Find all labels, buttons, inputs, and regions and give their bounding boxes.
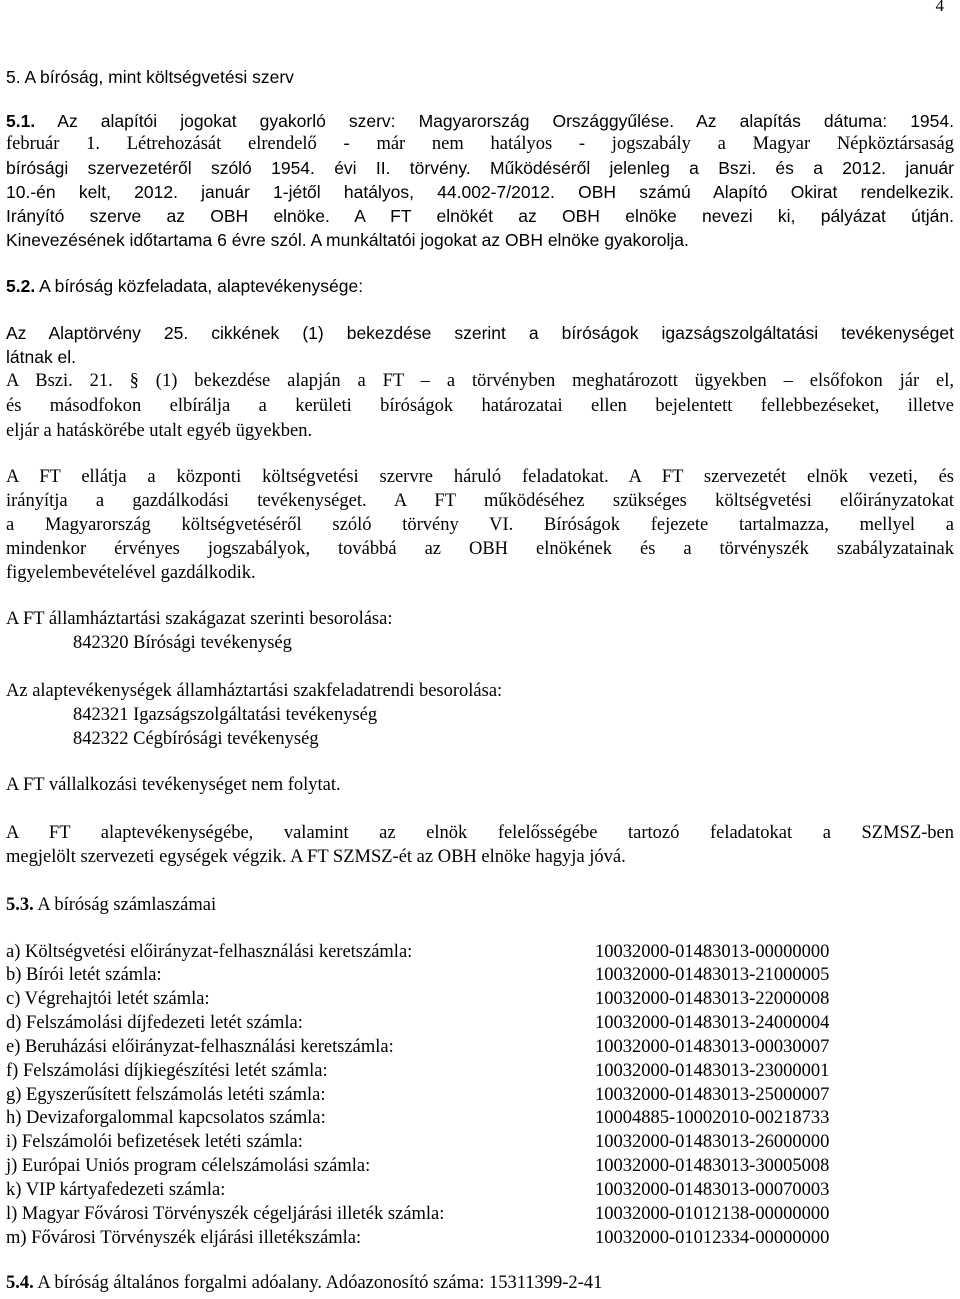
section-5-1-line-3: bírósági szervezetéről szóló 1954. évi II. törvény. Működéséről jelenleg a Bszi. és a 2012. január [6, 158, 954, 178]
account-row: l) Magyar Fővárosi Törvényszék cégeljárási illeték számla: 10032000-01012138-00000000 [6, 1204, 830, 1224]
account-row: d) Felszámolási díjfedezeti letét számla: 10032000-01483013-24000004 [6, 1013, 830, 1033]
paragraph-line: megjelölt szervezeti egységek végzik. A FT SZMSZ-ét az OBH elnöke hagyja jóvá. [6, 847, 626, 867]
section-5-3-title: 5.3. A bíróság számlaszámai [6, 895, 217, 915]
classification-label: A FT államháztartási szakágazat szerinti besorolása: [6, 609, 393, 629]
account-row: a) Költségvetési előirányzat-felhasználási keretszámla: 10032000-01483013-00000000 [6, 942, 830, 962]
classification-item: 842320 Bírósági tevékenység [73, 633, 292, 653]
account-row: e) Beruházási előirányzat-felhasználási keretszámla: 10032000-01483013-00030007 [6, 1037, 830, 1057]
paragraph-line: A FT ellátja a központi költségvetési szervre háruló feladatokat. A FT szervezetét elnök vezeti, és [6, 467, 954, 487]
paragraph-line: eljár a hatáskörébe utalt egyéb ügyekben. [6, 421, 313, 441]
section-number: 5.3. [6, 895, 34, 915]
paragraph-line: Az Alaptörvény 25. cikkének (1) bekezdése szerint a bíróságok igazságszolgáltatási tevékenységet [6, 323, 954, 343]
section-5-1-line-5: Irányító szerve az OBH elnöke. A FT elnökét az OBH elnöke nevezi ki, pályázat útján. [6, 206, 954, 226]
section-5-1-line-6: Kinevezésének időtartama 6 évre szól. A munkáltatói jogokat az OBH elnöke gyakorolja. [6, 230, 689, 250]
classification-item: 842322 Cégbírósági tevékenység [73, 729, 319, 749]
section-5-2-title: 5.2. A bíróság közfeladata, alaptevékenysége: [6, 276, 364, 296]
section-heading: 5. A bíróság, mint költségvetési szerv [6, 67, 294, 87]
paragraph-line: és másodfokon elbírálja a kerületi bíróságok határozatai ellen bejelentett fellebbezéseket, illetve [6, 396, 954, 416]
classification-item: 842321 Igazságszolgáltatási tevékenység [73, 705, 378, 725]
section-number: 5.4. [6, 1273, 34, 1293]
paragraph-line: irányítja a gazdálkodási tevékenységet. A FT működéséhez szükséges költségvetési előirányzatokat [6, 491, 954, 511]
account-row: m) Fővárosi Törvényszék eljárási illetékszámla: 10032000-01012334-00000000 [6, 1228, 830, 1248]
account-row: f) Felszámolási díjkiegészítési letét számla: 10032000-01483013-23000001 [6, 1061, 830, 1081]
account-row: g) Egyszerűsített felszámolás letéti számla: 10032000-01483013-25000007 [6, 1085, 830, 1105]
account-row: c) Végrehajtói letét számla: 10032000-01483013-22000008 [6, 989, 830, 1009]
classification-label: Az alaptevékenységek államháztartási szakfeladatrendi besorolása: [6, 681, 503, 701]
account-row: k) VIP kártyafedezeti számla: 10032000-01483013-00070003 [6, 1180, 830, 1200]
account-row: b) Bírói letét számla: 10032000-01483013-21000005 [6, 965, 830, 985]
page-number: 4 [935, 0, 944, 15]
section-5-4-line: 5.4. A bíróság általános forgalmi adóalany. Adóazonosító száma: 15311399-2-41 [6, 1273, 603, 1293]
paragraph-line: a Magyarország költségvetéséről szóló törvény VI. Bíróságok fejezete tartalmazza, mellyel a [6, 515, 954, 535]
account-row: h) Devizaforgalommal kapcsolatos számla: 10004885-10002010-00218733 [6, 1108, 830, 1128]
paragraph-line: A Bszi. 21. § (1) bekezdése alapján a FT – a törvényben meghatározott ügyekben – elsőfokon jár el, [6, 371, 954, 391]
paragraph-line: mindenkor érvényes jogszabályok, továbbá az OBH elnökének és a törvényszék szabályzatainak [6, 539, 954, 559]
paragraph-line: látnak el. [6, 347, 77, 367]
account-row: j) Európai Uniós program célelszámolási számla: 10032000-01483013-30005008 [6, 1156, 830, 1176]
section-5-1-line-2: február 1. Létrehozását elrendelő - már nem hatályos - jogszabály a Magyar Népköztársaság [6, 134, 954, 154]
paragraph-line: A FT vállalkozási tevékenységet nem folytat. [6, 775, 341, 795]
section-number: 5.1. [6, 111, 36, 131]
section-5-1-line-1: 5.1. Az alapítói jogokat gyakorló szerv: Magyarország Országgyűlése. Az alapítás dátuma: 1954. [6, 111, 954, 131]
account-row: i) Felszámolói befizetések letéti számla: 10032000-01483013-26000000 [6, 1132, 830, 1152]
section-5-1-line-4: 10.-én kelt, 2012. január 1-jétől hatályos, 44.002-7/2012. OBH számú Alapító Okirat rendelkezik. [6, 182, 954, 202]
paragraph-line: figyelembevételével gazdálkodik. [6, 563, 256, 583]
section-number: 5.2. [6, 276, 36, 296]
paragraph-line: A FT alaptevékenységébe, valamint az elnök felelősségébe tartozó feladatokat a SZMSZ-ben [6, 823, 954, 843]
